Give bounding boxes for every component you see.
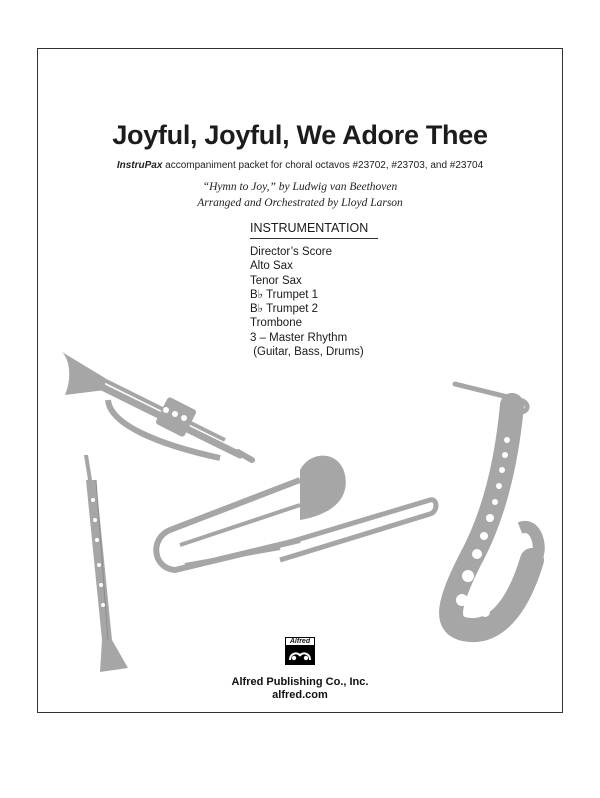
publisher-name: Alfred Publishing Co., Inc.	[231, 676, 369, 688]
trumpet-icon	[62, 352, 252, 460]
list-item: Tenor Sax	[250, 274, 302, 287]
publisher-block	[0, 676, 600, 702]
publisher-url: alfred.com	[272, 689, 328, 701]
list-item: Director’s Score	[250, 246, 333, 258]
arranger-credit: Arranged and Orchestrated by Lloyd Larson	[197, 197, 403, 209]
trombone-icon	[156, 456, 436, 570]
saxophone-icon	[451, 384, 539, 630]
logo-label: Alfred	[285, 637, 315, 646]
logo-mark	[285, 646, 315, 665]
composer-credit: “Hymn to Joy,” by Ludwig van Beethoven	[202, 181, 398, 193]
instrumentation-heading: INSTRUMENTATION	[250, 221, 369, 235]
brand-name: InstruPax	[116, 160, 163, 171]
list-item: Trombone	[250, 317, 302, 330]
list-item: B♭ Trumpet 1	[250, 288, 319, 301]
subtitle-text: accompaniment packet for choral octavos #23702, #23703, and #23704	[162, 160, 484, 171]
list-item: Alto Sax	[250, 260, 293, 273]
clarinet-icon	[84, 455, 128, 672]
alfred-logo-icon	[285, 637, 315, 665]
list-item: (Guitar, Bass, Drums)	[250, 346, 364, 359]
page-title: Joyful, Joyful, We Adore Thee	[112, 120, 488, 150]
list-item: 3 – Master Rhythm	[250, 331, 348, 344]
list-item: B♭ Trumpet 2	[250, 303, 319, 316]
